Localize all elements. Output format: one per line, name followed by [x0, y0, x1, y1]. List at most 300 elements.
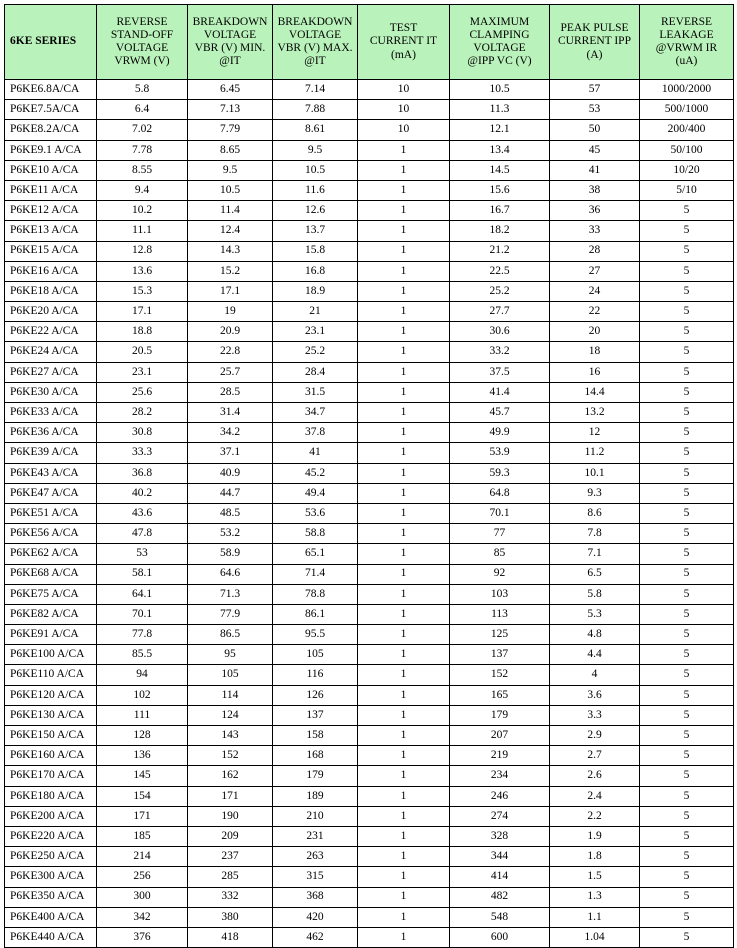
data-cell: 179	[450, 705, 550, 725]
column-header-5	[450, 5, 550, 80]
data-cell: 5	[640, 806, 734, 826]
data-cell: 5	[640, 867, 734, 887]
data-cell: 22.8	[188, 342, 273, 362]
data-cell: 4.4	[550, 645, 640, 665]
data-cell: 237	[188, 847, 273, 867]
data-cell: 10.5	[273, 160, 358, 180]
data-cell: 231	[273, 826, 358, 846]
data-cell: 36.8	[97, 463, 188, 483]
data-cell: 5/10	[640, 180, 734, 200]
table-row	[5, 261, 734, 281]
data-cell: 7.78	[97, 140, 188, 160]
data-cell: 5	[640, 342, 734, 362]
data-cell: 25.7	[188, 362, 273, 382]
column-header-line: VBR (V) MAX.	[277, 42, 353, 54]
data-cell: 418	[188, 927, 273, 947]
data-cell: 2.9	[550, 726, 640, 746]
data-cell: 24	[550, 281, 640, 301]
data-cell: 162	[188, 766, 273, 786]
part-number-cell: P6KE180 A/CA	[5, 786, 97, 806]
table-row	[5, 160, 734, 180]
table-row	[5, 584, 734, 604]
data-cell: 1	[358, 766, 450, 786]
data-cell: 1	[358, 503, 450, 523]
data-cell: 78.8	[273, 584, 358, 604]
data-cell: 6.45	[188, 80, 273, 100]
data-cell: 158	[273, 726, 358, 746]
data-cell: 85	[450, 544, 550, 564]
data-cell: 1	[358, 907, 450, 927]
data-cell: 15.6	[450, 180, 550, 200]
data-cell: 94	[97, 665, 188, 685]
data-cell: 18.8	[97, 322, 188, 342]
data-cell: 18	[550, 342, 640, 362]
data-cell: 40.9	[188, 463, 273, 483]
data-cell: 214	[97, 847, 188, 867]
column-header-line: @IPP VC (V)	[467, 55, 532, 68]
table-row	[5, 544, 734, 564]
data-cell: 3.3	[550, 705, 640, 725]
data-cell: 1	[358, 887, 450, 907]
column-header-line: @IT	[219, 55, 241, 68]
data-cell: 27.7	[450, 302, 550, 322]
data-cell: 8.6	[550, 503, 640, 523]
column-header-6	[550, 5, 640, 80]
part-number-cell: P6KE350 A/CA	[5, 887, 97, 907]
data-cell: 1	[358, 867, 450, 887]
data-cell: 1	[358, 847, 450, 867]
table-row	[5, 120, 734, 140]
data-cell: 179	[273, 766, 358, 786]
column-header-line: BREAKDOWN	[192, 15, 268, 28]
data-cell: 5	[640, 443, 734, 463]
data-cell: 9.3	[550, 483, 640, 503]
data-cell: 11.4	[188, 201, 273, 221]
table-row	[5, 241, 734, 261]
data-cell: 85.5	[97, 645, 188, 665]
data-cell: 256	[97, 867, 188, 887]
data-cell: 30.6	[450, 322, 550, 342]
data-cell: 414	[450, 867, 550, 887]
data-cell: 5	[640, 726, 734, 746]
table-row	[5, 443, 734, 463]
column-header-line: REVERSE	[660, 15, 713, 28]
table-row	[5, 80, 734, 100]
data-cell: 168	[273, 746, 358, 766]
table-row	[5, 362, 734, 382]
data-cell: 5	[640, 423, 734, 443]
data-cell: 59.3	[450, 463, 550, 483]
data-cell: 16	[550, 362, 640, 382]
data-cell: 1	[358, 382, 450, 402]
data-cell: 41	[273, 443, 358, 463]
data-cell: 1000/2000	[640, 80, 734, 100]
data-cell: 65.1	[273, 544, 358, 564]
column-header-2	[188, 5, 273, 80]
data-cell: 7.14	[273, 80, 358, 100]
part-number-cell: P6KE82 A/CA	[5, 604, 97, 624]
part-number-cell: P6KE36 A/CA	[5, 423, 97, 443]
data-cell: 45.2	[273, 463, 358, 483]
part-number-cell: P6KE400 A/CA	[5, 907, 97, 927]
data-cell: 77.8	[97, 625, 188, 645]
data-cell: 33.2	[450, 342, 550, 362]
data-cell: 10.1	[550, 463, 640, 483]
data-cell: 2.4	[550, 786, 640, 806]
table-row	[5, 705, 734, 725]
data-cell: 171	[188, 786, 273, 806]
data-cell: 1.5	[550, 867, 640, 887]
data-cell: 22	[550, 302, 640, 322]
data-cell: 342	[97, 907, 188, 927]
part-number-cell: P6KE24 A/CA	[5, 342, 97, 362]
data-cell: 37.8	[273, 423, 358, 443]
data-cell: 15.8	[273, 241, 358, 261]
data-cell: 49.4	[273, 483, 358, 503]
data-cell: 1	[358, 665, 450, 685]
data-cell: 1	[358, 584, 450, 604]
data-cell: 1.8	[550, 847, 640, 867]
part-number-cell: P6KE250 A/CA	[5, 847, 97, 867]
data-cell: 5	[640, 524, 734, 544]
data-cell: 53.6	[273, 503, 358, 523]
data-cell: 21	[273, 302, 358, 322]
data-cell: 53	[550, 100, 640, 120]
data-cell: 126	[273, 685, 358, 705]
data-cell: 5	[640, 665, 734, 685]
column-header-line: 6KE SERIES	[10, 35, 77, 48]
part-number-cell: P6KE75 A/CA	[5, 584, 97, 604]
data-cell: 1	[358, 544, 450, 564]
data-cell: 53.2	[188, 524, 273, 544]
data-cell: 12.6	[273, 201, 358, 221]
data-cell: 200/400	[640, 120, 734, 140]
data-cell: 53.9	[450, 443, 550, 463]
part-number-cell: P6KE43 A/CA	[5, 463, 97, 483]
data-cell: 5	[640, 685, 734, 705]
data-cell: 209	[188, 826, 273, 846]
data-cell: 1	[358, 403, 450, 423]
data-cell: 37.1	[188, 443, 273, 463]
part-number-cell: P6KE13 A/CA	[5, 221, 97, 241]
data-cell: 22.5	[450, 261, 550, 281]
data-cell: 137	[450, 645, 550, 665]
data-cell: 28.5	[188, 382, 273, 402]
data-cell: 50/100	[640, 140, 734, 160]
data-cell: 5	[640, 746, 734, 766]
data-cell: 33	[550, 221, 640, 241]
data-cell: 368	[273, 887, 358, 907]
column-header-line: REVERSE	[116, 15, 168, 28]
table-row	[5, 867, 734, 887]
data-cell: 95.5	[273, 625, 358, 645]
table-row	[5, 887, 734, 907]
data-cell: 10	[358, 100, 450, 120]
data-cell: 13.7	[273, 221, 358, 241]
column-header-line: (mA)	[391, 48, 416, 61]
table-row	[5, 645, 734, 665]
part-number-cell: P6KE15 A/CA	[5, 241, 97, 261]
table-row	[5, 726, 734, 746]
data-cell: 1	[358, 524, 450, 544]
data-cell: 7.02	[97, 120, 188, 140]
part-number-cell: P6KE120 A/CA	[5, 685, 97, 705]
data-cell: 12.1	[450, 120, 550, 140]
data-cell: 92	[450, 564, 550, 584]
part-number-cell: P6KE33 A/CA	[5, 403, 97, 423]
part-number-cell: P6KE91 A/CA	[5, 625, 97, 645]
data-cell: 5	[640, 322, 734, 342]
data-cell: 105	[273, 645, 358, 665]
data-cell: 482	[450, 887, 550, 907]
data-cell: 1	[358, 241, 450, 261]
data-cell: 114	[188, 685, 273, 705]
data-cell: 5.3	[550, 604, 640, 624]
column-header-line: VRWM (V)	[114, 55, 170, 68]
part-number-cell: P6KE11 A/CA	[5, 180, 97, 200]
column-header-line: VOLTAGE	[288, 28, 342, 41]
data-cell: 274	[450, 806, 550, 826]
data-cell: 15.2	[188, 261, 273, 281]
column-header-line: @IT	[304, 55, 326, 68]
column-header-line: VOLTAGE	[115, 42, 169, 54]
data-cell: 5	[640, 887, 734, 907]
table-row	[5, 180, 734, 200]
data-cell: 344	[450, 847, 550, 867]
data-cell: 137	[273, 705, 358, 725]
column-header-line: @VRWM IR	[655, 42, 718, 54]
data-cell: 328	[450, 826, 550, 846]
data-cell: 64.8	[450, 483, 550, 503]
data-cell: 5	[640, 382, 734, 402]
part-number-cell: P6KE22 A/CA	[5, 322, 97, 342]
data-cell: 332	[188, 887, 273, 907]
table-row	[5, 927, 734, 947]
data-cell: 136	[97, 746, 188, 766]
data-cell: 548	[450, 907, 550, 927]
part-number-cell: P6KE56 A/CA	[5, 524, 97, 544]
part-number-cell: P6KE200 A/CA	[5, 806, 97, 826]
data-cell: 25.2	[450, 281, 550, 301]
data-cell: 10.5	[450, 80, 550, 100]
data-cell: 5.8	[550, 584, 640, 604]
data-cell: 171	[97, 806, 188, 826]
part-number-cell: P6KE18 A/CA	[5, 281, 97, 301]
data-cell: 64.6	[188, 564, 273, 584]
data-cell: 4.8	[550, 625, 640, 645]
data-cell: 1	[358, 160, 450, 180]
data-cell: 124	[188, 705, 273, 725]
data-cell: 10/20	[640, 160, 734, 180]
part-number-cell: P6KE170 A/CA	[5, 766, 97, 786]
table-row	[5, 907, 734, 927]
data-cell: 8.61	[273, 120, 358, 140]
data-cell: 14.5	[450, 160, 550, 180]
data-cell: 210	[273, 806, 358, 826]
data-cell: 50	[550, 120, 640, 140]
data-cell: 5	[640, 241, 734, 261]
data-cell: 38	[550, 180, 640, 200]
part-number-cell: P6KE16 A/CA	[5, 261, 97, 281]
data-cell: 154	[97, 786, 188, 806]
table-header	[5, 5, 734, 80]
data-cell: 1	[358, 180, 450, 200]
data-cell: 5	[640, 766, 734, 786]
data-cell: 58.8	[273, 524, 358, 544]
part-number-cell: P6KE62 A/CA	[5, 544, 97, 564]
part-number-cell: P6KE7.5A/CA	[5, 100, 97, 120]
table-row	[5, 140, 734, 160]
header-row	[5, 5, 734, 80]
table-row	[5, 201, 734, 221]
data-cell: 152	[188, 746, 273, 766]
data-cell: 1	[358, 261, 450, 281]
data-cell: 5	[640, 544, 734, 564]
data-cell: 64.1	[97, 584, 188, 604]
data-cell: 5	[640, 564, 734, 584]
data-cell: 14.4	[550, 382, 640, 402]
data-cell: 2.6	[550, 766, 640, 786]
data-cell: 11.6	[273, 180, 358, 200]
data-cell: 5	[640, 927, 734, 947]
data-cell: 20	[550, 322, 640, 342]
data-cell: 77	[450, 524, 550, 544]
table-row	[5, 463, 734, 483]
data-cell: 18.2	[450, 221, 550, 241]
part-number-cell: P6KE8.2A/CA	[5, 120, 97, 140]
data-cell: 58.1	[97, 564, 188, 584]
table-row	[5, 302, 734, 322]
data-cell: 5	[640, 463, 734, 483]
data-cell: 165	[450, 685, 550, 705]
data-cell: 143	[188, 726, 273, 746]
data-cell: 7.88	[273, 100, 358, 120]
data-cell: 31.5	[273, 382, 358, 402]
data-cell: 185	[97, 826, 188, 846]
data-cell: 5	[640, 503, 734, 523]
part-number-cell: P6KE10 A/CA	[5, 160, 97, 180]
table-row	[5, 281, 734, 301]
table-row	[5, 564, 734, 584]
table-row	[5, 604, 734, 624]
data-cell: 10.2	[97, 201, 188, 221]
data-cell: 47.8	[97, 524, 188, 544]
data-cell: 16.8	[273, 261, 358, 281]
data-cell: 263	[273, 847, 358, 867]
data-cell: 21.2	[450, 241, 550, 261]
table-row	[5, 503, 734, 523]
part-number-cell: P6KE12 A/CA	[5, 201, 97, 221]
table-row	[5, 746, 734, 766]
column-header-0	[5, 5, 97, 80]
data-cell: 600	[450, 927, 550, 947]
data-cell: 300	[97, 887, 188, 907]
table-row	[5, 342, 734, 362]
data-cell: 219	[450, 746, 550, 766]
data-cell: 23.1	[97, 362, 188, 382]
data-cell: 23.1	[273, 322, 358, 342]
data-cell: 1	[358, 302, 450, 322]
data-cell: 10	[358, 120, 450, 140]
data-cell: 7.13	[188, 100, 273, 120]
table-row	[5, 847, 734, 867]
data-cell: 71.3	[188, 584, 273, 604]
data-cell: 376	[97, 927, 188, 947]
data-cell: 28	[550, 241, 640, 261]
data-cell: 11.1	[97, 221, 188, 241]
data-cell: 152	[450, 665, 550, 685]
specification-table	[4, 4, 734, 948]
column-header-line: VOLTAGE	[473, 42, 526, 54]
data-cell: 1	[358, 726, 450, 746]
data-cell: 20.9	[188, 322, 273, 342]
data-cell: 34.7	[273, 403, 358, 423]
data-cell: 1	[358, 140, 450, 160]
data-cell: 1	[358, 685, 450, 705]
table-row	[5, 524, 734, 544]
data-cell: 5	[640, 847, 734, 867]
data-cell: 86.1	[273, 604, 358, 624]
data-cell: 1	[358, 705, 450, 725]
data-cell: 45	[550, 140, 640, 160]
data-cell: 45.7	[450, 403, 550, 423]
data-cell: 5	[640, 403, 734, 423]
data-cell: 12	[550, 423, 640, 443]
column-header-line: CURRENT IT	[369, 35, 438, 48]
data-cell: 1	[358, 746, 450, 766]
data-cell: 1.9	[550, 826, 640, 846]
data-cell: 380	[188, 907, 273, 927]
data-cell: 4	[550, 665, 640, 685]
data-cell: 1	[358, 786, 450, 806]
data-cell: 17.1	[97, 302, 188, 322]
part-number-cell: P6KE110 A/CA	[5, 665, 97, 685]
column-header-4	[358, 5, 450, 80]
part-number-cell: P6KE300 A/CA	[5, 867, 97, 887]
table-row	[5, 625, 734, 645]
data-cell: 246	[450, 786, 550, 806]
data-cell: 16.7	[450, 201, 550, 221]
data-cell: 1	[358, 927, 450, 947]
data-cell: 1	[358, 463, 450, 483]
data-cell: 10	[358, 80, 450, 100]
part-number-cell: P6KE6.8A/CA	[5, 80, 97, 100]
data-cell: 37.5	[450, 362, 550, 382]
data-cell: 44.7	[188, 483, 273, 503]
part-number-cell: P6KE68 A/CA	[5, 564, 97, 584]
data-cell: 2.7	[550, 746, 640, 766]
data-cell: 8.55	[97, 160, 188, 180]
data-cell: 25.2	[273, 342, 358, 362]
data-cell: 1.3	[550, 887, 640, 907]
column-header-line: VOLTAGE	[203, 28, 257, 41]
data-cell: 9.5	[273, 140, 358, 160]
table-row	[5, 766, 734, 786]
data-cell: 34.2	[188, 423, 273, 443]
table-row	[5, 685, 734, 705]
part-number-cell: P6KE47 A/CA	[5, 483, 97, 503]
data-cell: 1	[358, 342, 450, 362]
data-cell: 189	[273, 786, 358, 806]
data-cell: 1	[358, 625, 450, 645]
data-cell: 315	[273, 867, 358, 887]
data-cell: 8.65	[188, 140, 273, 160]
data-cell: 30.8	[97, 423, 188, 443]
data-cell: 1.1	[550, 907, 640, 927]
data-cell: 12.8	[97, 241, 188, 261]
data-cell: 77.9	[188, 604, 273, 624]
data-cell: 2.2	[550, 806, 640, 826]
